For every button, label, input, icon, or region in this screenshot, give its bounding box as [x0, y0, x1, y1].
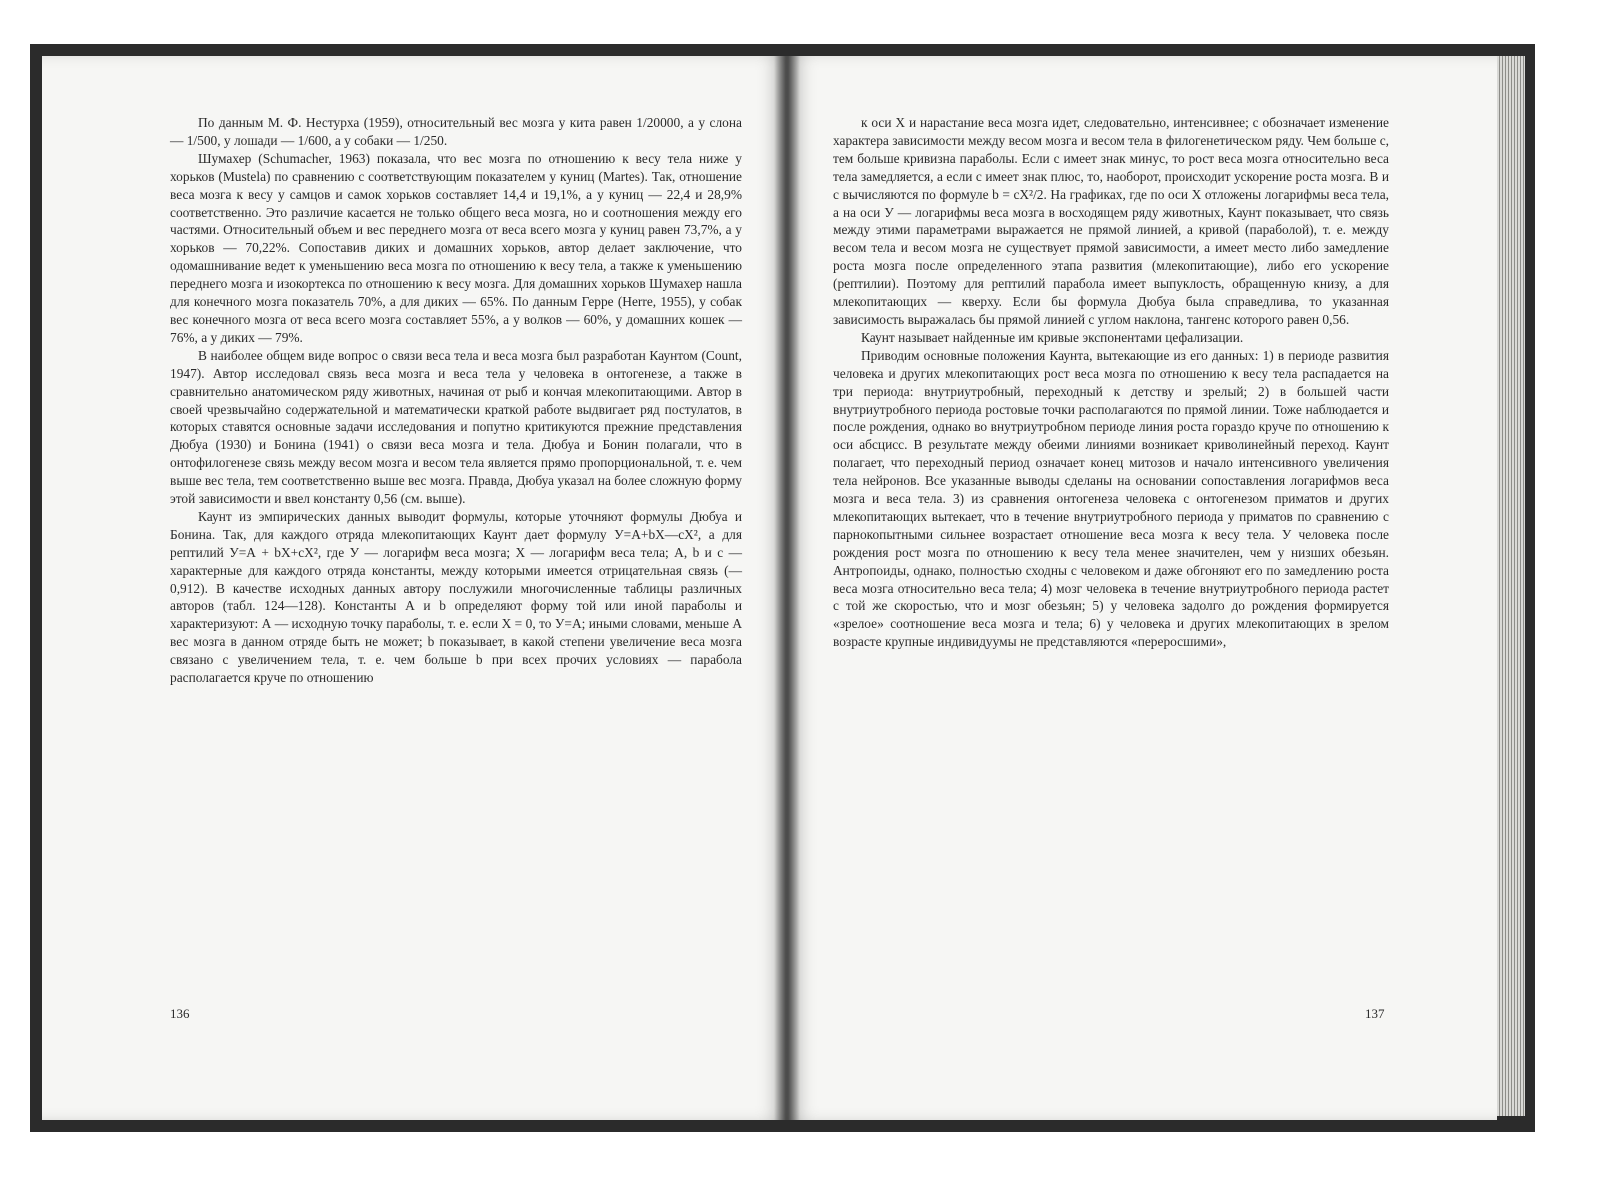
paragraph: к оси Х и нарастание веса мозга идет, следовательно, интенсивнее; с обозначает изменение характера зависимости между весом мозга и весом тела в филогенетическом ряду. Чем больше с, тем больше кривизна параболы. Если с имеет знак минус, то рост веса мозга относительно веса тела замедляется, а если с имеет знак плюс, то, наоборот, происходит ускорение роста мозга. В и с вычисляются по формуле b = cX²/2. На графиках, где по оси Х отложены логарифмы веса тела, а на оси У — логарифмы веса мозга в восходящем ряду животных, Каунт показывает, что связь между этими параметрами выражается не прямой линией, а кривой (параболой), т. е. между весом тела и весом мозга не существует прямой зависимости, а имеет место либо замедление роста мозга после определенного этапа развития (млекопитающие), либо его ускорение (рептилии). Поэтому для рептилий парабола имеет выпуклость, обращенную книзу, а для млекопитающих — кверху. Если бы формула Дюбуа была справедлива, то указанная зависимость выражалась бы прямой линией с углом наклона, тангенс которого равен 0,56. [833, 115, 1389, 327]
page-number: 137 [1365, 1006, 1385, 1021]
paragraph: Каунт из эмпирических данных выводит формулы, которые уточняют формулы Дюбуа и Бонина. Так, для каждого отряда млекопитающих Каунт дает формулу У=А+bХ—сХ², а для рептилий У=А + bХ+сХ², где У — логарифм веса мозга; Х — логарифм веса тела; А, b и с — характерные для каждого отряда константы, между которыми имеется отрицательная связь (—0,912). В качестве исходных данных автору послужили многочисленные таблицы различных авторов (табл. 124—128). Константы А и b определяют форму той или иной параболы и характеризуют: А — исходную точку параболы, т. е. если Х = 0, то У=А; иными словами, меньше А вес мозга в данном отряде быть не может; b показывает, в какой степени увеличение веса мозга связано с увеличением тела, т. е. чем больше b при всех прочих условиях — парабола располагается круче по отношению [170, 508, 742, 686]
book-gutter [774, 56, 800, 1120]
right-page-text [833, 114, 1389, 651]
paragraph: Каунт называет найденные им кривые экспонентами цефализации. [861, 329, 1244, 345]
paragraph: По данным М. Ф. Нестурха (1959), относительный вес мозга у кита равен 1/20000, а у слона — 1/500, у лошади — 1/600, а у собаки — 1/250. [170, 115, 742, 148]
paragraph: В наиболее общем виде вопрос о связи веса тела и веса мозга был разработан Каунтом (Count, 1947). Автор исследовал связь веса мозга и веса тела у человека в онтогенезе, а также в сравнительно анатомическом ряду животных, начиная от рыб и кончая млекопитающими. Автор в своей чрезвычайно содержательной и математически краткой работе выдвигает ряд постулатов, в которых ставятся основные задачи исследования и попутно критикуются прежние представления Дюбуа (1930) и Бонина (1941) о связи веса мозга и тела. Дюбуа и Бонин полагали, что в онтофилогенезе связь между весом мозга и весом тела является прямо пропорциональной, т. е. чем выше вес тела, тем соответственно выше вес мозга. Правда, Дюбуа указал на более сложную форму этой зависимости и ввел константу 0,56 (см. выше). [170, 347, 742, 507]
page-number: 136 [170, 1006, 190, 1021]
paragraph: Приводим основные положения Каунта, вытекающие из его данных: 1) в периоде развития человека и других млекопитающих рост веса мозга по отношению к весу тела распадается на три периода: внутриутробный, переходный к детству и зрелый; 2) в большей части внутриутробного периода ростовые точки располагаются по прямой линии. Тоже наблюдается и после рождения, однако во внутриутробном периоде линия роста гораздо круче по отношению к оси абсцисс. В результате между обеими линиями возникает криволинейный переход. Каунт полагает, что переходный период означает конец митозов и начало интенсивного увеличения тела нейронов. Все указанные выводы сделаны на основании сопоставления логарифмов веса мозга и веса тела. 3) из сравнения онтогенеза человека с онтогенезом приматов и других млекопитающих вытекает, что в течение внутриутробного периода у приматов по сравнению с парнокопытными сильнее возрастает отношение веса мозга к весу тела. У человека после рождения рост мозга по отношению к весу тела менее значителен, чем у низших обезьян. Антропоиды, однако, полностью сходны с человеком и даже обгоняют его по замедлению роста веса мозга относительно веса тела; 4) мозг человека в течение внутриутробного периода растет с той же скоростью, что и мозг обезьян; 5) у человека задолго до рождения формируется «зрелое» соотношение веса мозга и тела; 6) у человека и других млекопитающих в зрелом возрасте крупные индивидуумы не представляются «переросшими», [833, 347, 1389, 650]
paragraph: Шумахер (Schumacher, 1963) показала, что вес мозга по отношению к весу тела ниже у хорьков (Mustela) по сравнению с соответствующим показателем у куниц (Martes). Так, отношение веса мозга к весу у самцов и самок хорьков составляет 14,4 и 19,1%, а у куниц — 22,4 и 28,9% соответственно. Это различие касается не только общего веса мозга, но и соотношения между его частями. Относительный объем и вес переднего мозга от веса всего мозга у куниц равен 73,7%, а у хорьков — 70,22%. Сопоставив диких и домашних хорьков, автор делает заключение, что одомашнивание ведет к уменьшению веса мозга по отношению к весу тела, а также к уменьшению переднего мозга и изокортекса по отношению к весу мозга. Для домашних хорьков Шумахер нашла для конечного мозга показатель 70%, а для диких — 65%. По данным Герре (Herre, 1955), у собак вес конечного мозга от веса всего мозга составляет 55%, а у волков — 60%, у домашних кошек — 76%, а у диких — 79%. [170, 150, 742, 345]
left-page-text [170, 114, 742, 687]
right-page [787, 56, 1497, 1120]
page-edges [1497, 56, 1525, 1116]
left-page [42, 56, 787, 1120]
